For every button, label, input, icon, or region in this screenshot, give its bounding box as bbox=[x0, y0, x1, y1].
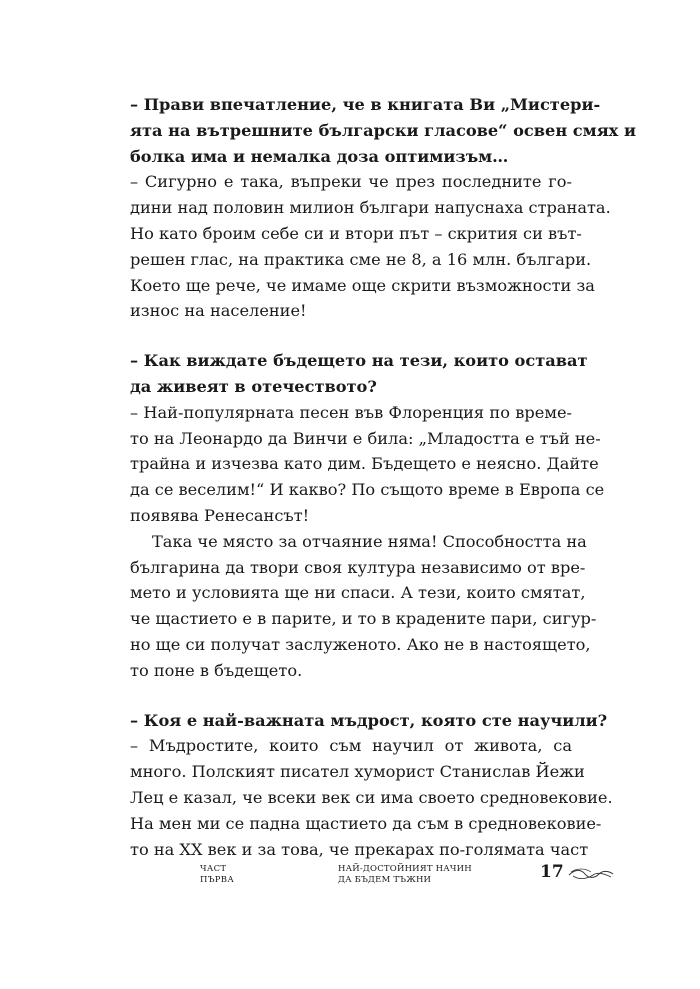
text-line: българина да твори своя култура независимо от вре- bbox=[130, 557, 586, 577]
interview-question bbox=[130, 348, 588, 400]
text-line: дини над половин милион българи напуснаха страната. bbox=[130, 198, 611, 218]
interview-answer bbox=[130, 400, 605, 684]
text-line: че щастието е в парите, и то в крадените пари, сигур- bbox=[130, 609, 597, 629]
text-line: трайна и изчезва като дим. Бъдещето е неясно. Дайте bbox=[130, 454, 599, 474]
text-line: Което ще рече, че имаме още скрити възможности за bbox=[130, 275, 595, 295]
text-line: то на Леонардо да Винчи е била: „Младостта е тъй не- bbox=[130, 428, 601, 448]
text-line: Лец е казал, че всеки век си има своето средновековие. bbox=[130, 787, 613, 807]
footer-part-label bbox=[200, 864, 234, 886]
text-line: но ще си получат заслуженото. Ако не в настоящето, bbox=[130, 634, 591, 654]
text-line: – Прави впечатление, че в книгата Ви „Мистери- bbox=[130, 95, 601, 114]
flourish-ornament-icon bbox=[567, 866, 615, 882]
interview-answer bbox=[130, 169, 611, 324]
footer-chapter-title bbox=[338, 864, 472, 886]
footer-part-line: ПЪРВА bbox=[200, 875, 235, 885]
interview-answer bbox=[130, 733, 613, 862]
text-line: мето и условията ще ни спаси. А тези, които смятат, bbox=[130, 583, 586, 603]
text-line: На мен ми се падна щастието да съм в средновековие- bbox=[130, 813, 602, 833]
text-line: много. Полският писател хуморист Станислав Йежи bbox=[130, 762, 585, 782]
text-line: Но като броим себе си и втори път – скрития си вът- bbox=[130, 223, 582, 243]
text-line: решен глас, на практика сме не 8, а 16 млн. българи. bbox=[130, 249, 592, 269]
text-line: – Сигурно е така, въпреки че през последните го- bbox=[130, 172, 572, 192]
text-line: то поне в бъдещето. bbox=[130, 660, 303, 680]
text-line: – Коя е най-важната мъдрост, която сте научили? bbox=[130, 710, 608, 730]
text-line: Така че място за отчаяние няма! Способността на bbox=[152, 531, 587, 551]
page-footer bbox=[0, 858, 700, 898]
section-gap bbox=[130, 684, 572, 708]
section-gap bbox=[130, 324, 572, 348]
text-line: болка има и немалка доза оптимизъм… bbox=[130, 146, 509, 166]
page-body-text bbox=[130, 92, 636, 862]
text-line: – Как виждате бъдещето на тези, които остават bbox=[130, 351, 588, 371]
footer-title-line: ДА БЪДЕМ ТЪЖНИ bbox=[338, 875, 432, 885]
text-line: то на ХХ век и за това, че прекарах по-голямата част bbox=[130, 839, 589, 859]
text-line: ята на вътрешните български гласове“ освен смях и bbox=[130, 120, 636, 140]
text-line: появява Ренесансът! bbox=[130, 505, 310, 525]
interview-question bbox=[130, 92, 636, 169]
interview-question bbox=[130, 708, 608, 734]
page-number: 17 bbox=[540, 862, 564, 882]
text-line: да живеят в отечеството? bbox=[130, 376, 377, 396]
text-line: – Мъдростите, които съм научил от живота, са bbox=[130, 736, 572, 756]
footer-part-line: ЧАСТ bbox=[200, 864, 227, 874]
text-line: износ на население! bbox=[130, 301, 307, 321]
text-line: да се веселим!“ И какво? По същото време в Европа се bbox=[130, 480, 605, 500]
footer-title-line: НАЙ-ДОСТОЙНИЯТ НАЧИН bbox=[338, 864, 472, 874]
text-line: – Най-популярната песен във Флоренция по време- bbox=[130, 402, 572, 422]
